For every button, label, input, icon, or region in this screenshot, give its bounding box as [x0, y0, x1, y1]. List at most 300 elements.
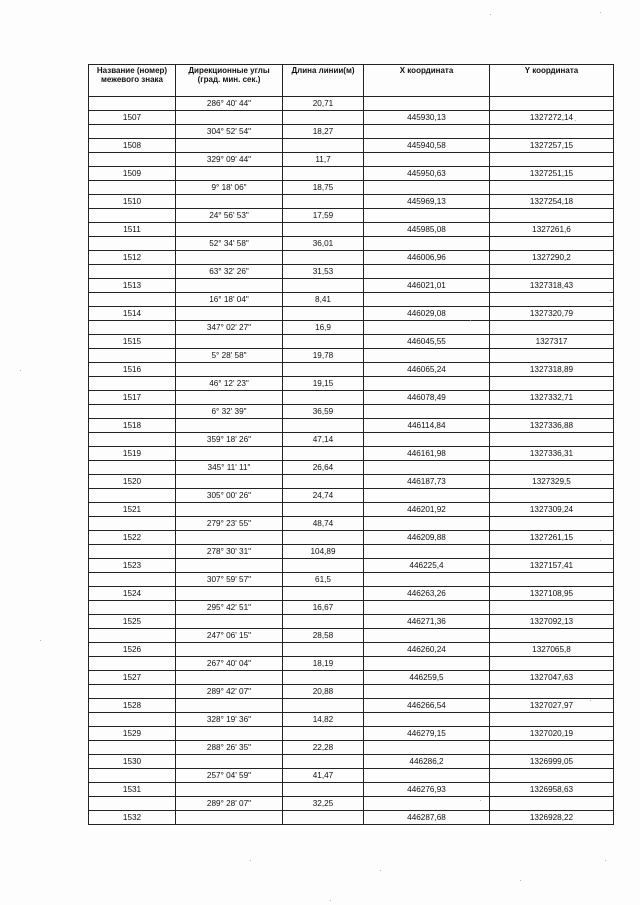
empty-cell — [283, 447, 364, 461]
empty-cell — [176, 139, 283, 153]
empty-cell — [89, 265, 176, 279]
empty-cell — [490, 741, 614, 755]
point-number: 1524 — [89, 587, 176, 601]
scan-speck — [605, 860, 606, 861]
empty-cell — [490, 713, 614, 727]
empty-cell — [176, 363, 283, 377]
y-coordinate: 1326958,63 — [490, 783, 614, 797]
x-coordinate: 446201,92 — [364, 503, 490, 517]
point-row — [89, 223, 614, 237]
x-coordinate: 446276,93 — [364, 783, 490, 797]
segment-row — [89, 685, 614, 699]
empty-cell — [364, 125, 490, 139]
segment-row — [89, 153, 614, 167]
empty-cell — [176, 335, 283, 349]
point-number: 1522 — [89, 531, 176, 545]
x-coordinate: 446187,73 — [364, 475, 490, 489]
empty-cell — [490, 797, 614, 811]
empty-cell — [283, 111, 364, 125]
empty-cell — [490, 153, 614, 167]
segment-row — [89, 265, 614, 279]
point-row — [89, 755, 614, 769]
empty-cell — [176, 531, 283, 545]
empty-cell — [283, 307, 364, 321]
segment-length: 32,25 — [283, 797, 364, 811]
y-coordinate: 1327027,97 — [490, 699, 614, 713]
y-coordinate: 1327261,15 — [490, 531, 614, 545]
segment-angle: 295° 42' 51" — [176, 601, 283, 615]
segment-row — [89, 797, 614, 811]
point-number: 1527 — [89, 671, 176, 685]
point-row — [89, 111, 614, 125]
segment-length: 20,71 — [283, 97, 364, 111]
point-row — [89, 279, 614, 293]
segment-length: 18,27 — [283, 125, 364, 139]
point-number: 1508 — [89, 139, 176, 153]
point-row — [89, 699, 614, 713]
segment-angle: 278° 30' 31" — [176, 545, 283, 559]
empty-cell — [176, 671, 283, 685]
point-number: 1520 — [89, 475, 176, 489]
empty-cell — [176, 167, 283, 181]
empty-cell — [89, 181, 176, 195]
empty-cell — [176, 111, 283, 125]
point-row — [89, 475, 614, 489]
empty-cell — [283, 475, 364, 489]
empty-cell — [283, 727, 364, 741]
empty-cell — [283, 671, 364, 685]
segment-angle: 279° 23' 55" — [176, 517, 283, 531]
empty-cell — [89, 517, 176, 531]
segment-length: 47,14 — [283, 433, 364, 447]
table-body — [89, 97, 614, 825]
empty-cell — [89, 657, 176, 671]
segment-row — [89, 209, 614, 223]
empty-cell — [89, 237, 176, 251]
y-coordinate: 1327108,95 — [490, 587, 614, 601]
segment-angle: 304° 52' 54" — [176, 125, 283, 139]
empty-cell — [490, 97, 614, 111]
y-coordinate: 1327336,31 — [490, 447, 614, 461]
y-coordinate: 1327318,89 — [490, 363, 614, 377]
segment-angle: 5° 28' 58" — [176, 349, 283, 363]
y-coordinate: 1327254,18 — [490, 195, 614, 209]
segment-angle: 9° 18' 06" — [176, 181, 283, 195]
empty-cell — [364, 349, 490, 363]
empty-cell — [89, 293, 176, 307]
x-coordinate: 446279,15 — [364, 727, 490, 741]
scan-speck — [40, 640, 41, 641]
x-coordinate: 446266,54 — [364, 699, 490, 713]
x-coordinate: 446225,4 — [364, 559, 490, 573]
point-number: 1518 — [89, 419, 176, 433]
segment-row — [89, 629, 614, 643]
segment-row — [89, 489, 614, 503]
scan-speck — [480, 800, 481, 801]
empty-cell — [490, 349, 614, 363]
point-number: 1516 — [89, 363, 176, 377]
segment-angle: 247° 06' 15" — [176, 629, 283, 643]
point-row — [89, 643, 614, 657]
header-name: Название (номер) межевого знака — [89, 65, 176, 97]
segment-angle: 52° 34' 58" — [176, 237, 283, 251]
empty-cell — [490, 293, 614, 307]
segment-row — [89, 461, 614, 475]
segment-row — [89, 657, 614, 671]
empty-cell — [89, 153, 176, 167]
segment-row — [89, 321, 614, 335]
empty-cell — [176, 419, 283, 433]
empty-cell — [490, 489, 614, 503]
point-number: 1528 — [89, 699, 176, 713]
empty-cell — [283, 531, 364, 545]
y-coordinate: 1327261,6 — [490, 223, 614, 237]
segment-angle: 329° 09' 44" — [176, 153, 283, 167]
point-row — [89, 503, 614, 517]
empty-cell — [89, 209, 176, 223]
segment-row — [89, 237, 614, 251]
segment-row — [89, 405, 614, 419]
y-coordinate: 1327317 — [490, 335, 614, 349]
segment-angle: 16° 18' 04" — [176, 293, 283, 307]
empty-cell — [364, 321, 490, 335]
header-y: Y координата — [490, 65, 614, 97]
segment-length: 17,59 — [283, 209, 364, 223]
segment-length: 28,58 — [283, 629, 364, 643]
empty-cell — [283, 167, 364, 181]
empty-cell — [176, 195, 283, 209]
segment-row — [89, 349, 614, 363]
y-coordinate: 1326999,05 — [490, 755, 614, 769]
empty-cell — [490, 209, 614, 223]
segment-row — [89, 601, 614, 615]
empty-cell — [490, 321, 614, 335]
empty-cell — [89, 573, 176, 587]
empty-cell — [283, 503, 364, 517]
empty-cell — [89, 741, 176, 755]
y-coordinate: 1327157,41 — [490, 559, 614, 573]
y-coordinate: 1326928,22 — [490, 811, 614, 825]
x-coordinate: 446006,96 — [364, 251, 490, 265]
x-coordinate: 446271,36 — [364, 615, 490, 629]
empty-cell — [364, 517, 490, 531]
point-row — [89, 587, 614, 601]
empty-cell — [490, 433, 614, 447]
empty-cell — [89, 545, 176, 559]
header-x: X координата — [364, 65, 490, 97]
empty-cell — [89, 629, 176, 643]
segment-row — [89, 545, 614, 559]
empty-cell — [490, 237, 614, 251]
empty-cell — [364, 741, 490, 755]
empty-cell — [283, 615, 364, 629]
empty-cell — [283, 391, 364, 405]
empty-cell — [490, 405, 614, 419]
empty-cell — [364, 181, 490, 195]
segment-row — [89, 293, 614, 307]
empty-cell — [176, 811, 283, 825]
y-coordinate: 1327047,63 — [490, 671, 614, 685]
x-coordinate: 446259,5 — [364, 671, 490, 685]
segment-angle: 24° 56' 53" — [176, 209, 283, 223]
scan-speck — [575, 120, 576, 121]
point-row — [89, 727, 614, 741]
point-number: 1517 — [89, 391, 176, 405]
empty-cell — [283, 279, 364, 293]
point-row — [89, 559, 614, 573]
point-row — [89, 783, 614, 797]
empty-cell — [490, 657, 614, 671]
x-coordinate: 446286,2 — [364, 755, 490, 769]
empty-cell — [364, 265, 490, 279]
segment-angle: 46° 12' 23" — [176, 377, 283, 391]
empty-cell — [89, 125, 176, 139]
segment-angle: 359° 18' 26" — [176, 433, 283, 447]
y-coordinate: 1327309,24 — [490, 503, 614, 517]
empty-cell — [283, 223, 364, 237]
x-coordinate: 445969,13 — [364, 195, 490, 209]
empty-cell — [490, 685, 614, 699]
empty-cell — [283, 587, 364, 601]
scan-speck — [330, 900, 331, 901]
segment-angle: 347° 02' 27" — [176, 321, 283, 335]
point-number: 1519 — [89, 447, 176, 461]
empty-cell — [176, 643, 283, 657]
empty-cell — [283, 195, 364, 209]
y-coordinate: 1327257,15 — [490, 139, 614, 153]
point-number: 1531 — [89, 783, 176, 797]
empty-cell — [490, 377, 614, 391]
point-row — [89, 419, 614, 433]
empty-cell — [176, 755, 283, 769]
y-coordinate: 1327092,13 — [490, 615, 614, 629]
segment-angle: 257° 04' 59" — [176, 769, 283, 783]
scan-speck — [20, 370, 21, 371]
point-number: 1532 — [89, 811, 176, 825]
scan-speck — [490, 14, 491, 15]
empty-cell — [89, 321, 176, 335]
segment-length: 48,74 — [283, 517, 364, 531]
y-coordinate: 1327318,43 — [490, 279, 614, 293]
segment-row — [89, 377, 614, 391]
segment-row — [89, 97, 614, 111]
segment-angle: 289° 42' 07" — [176, 685, 283, 699]
x-coordinate: 446065,24 — [364, 363, 490, 377]
empty-cell — [283, 335, 364, 349]
point-row — [89, 671, 614, 685]
empty-cell — [176, 447, 283, 461]
empty-cell — [364, 545, 490, 559]
scan-speck — [470, 320, 471, 321]
segment-length: 11,7 — [283, 153, 364, 167]
empty-cell — [364, 657, 490, 671]
x-coordinate: 445950,63 — [364, 167, 490, 181]
segment-length: 16,67 — [283, 601, 364, 615]
y-coordinate: 1327272,14 — [490, 111, 614, 125]
segment-angle: 267° 40' 04" — [176, 657, 283, 671]
empty-cell — [89, 433, 176, 447]
segment-length: 20,88 — [283, 685, 364, 699]
point-row — [89, 447, 614, 461]
empty-cell — [364, 573, 490, 587]
segment-row — [89, 573, 614, 587]
segment-angle: 328° 19' 36" — [176, 713, 283, 727]
header-row — [89, 65, 614, 97]
empty-cell — [364, 601, 490, 615]
empty-cell — [283, 559, 364, 573]
empty-cell — [176, 223, 283, 237]
segment-length: 18,75 — [283, 181, 364, 195]
segment-length: 41,47 — [283, 769, 364, 783]
empty-cell — [89, 769, 176, 783]
y-coordinate: 1327320,79 — [490, 307, 614, 321]
empty-cell — [490, 517, 614, 531]
x-coordinate: 446078,49 — [364, 391, 490, 405]
empty-cell — [364, 797, 490, 811]
point-row — [89, 167, 614, 181]
scan-speck — [250, 860, 251, 861]
boundary-coordinates-table — [88, 64, 614, 825]
empty-cell — [89, 685, 176, 699]
empty-cell — [490, 545, 614, 559]
segment-length: 18,19 — [283, 657, 364, 671]
empty-cell — [490, 181, 614, 195]
point-row — [89, 307, 614, 321]
empty-cell — [176, 251, 283, 265]
empty-cell — [364, 685, 490, 699]
empty-cell — [364, 629, 490, 643]
y-coordinate: 1327336,88 — [490, 419, 614, 433]
point-row — [89, 811, 614, 825]
empty-cell — [490, 461, 614, 475]
segment-length: 36,59 — [283, 405, 364, 419]
table-header — [89, 65, 614, 97]
point-number: 1515 — [89, 335, 176, 349]
segment-angle: 289° 28' 07" — [176, 797, 283, 811]
header-length: Длина линии(м) — [283, 65, 364, 97]
segment-length: 19,15 — [283, 377, 364, 391]
empty-cell — [283, 139, 364, 153]
segment-angle: 307° 59' 57" — [176, 573, 283, 587]
empty-cell — [283, 419, 364, 433]
scan-speck — [600, 540, 601, 541]
x-coordinate: 446045,55 — [364, 335, 490, 349]
empty-cell — [89, 489, 176, 503]
segment-row — [89, 741, 614, 755]
point-number: 1521 — [89, 503, 176, 517]
point-number: 1523 — [89, 559, 176, 573]
segment-length: 24,74 — [283, 489, 364, 503]
empty-cell — [364, 713, 490, 727]
y-coordinate: 1327065,8 — [490, 643, 614, 657]
empty-cell — [176, 307, 283, 321]
point-row — [89, 251, 614, 265]
empty-cell — [364, 405, 490, 419]
x-coordinate: 446021,01 — [364, 279, 490, 293]
segment-length: 104,89 — [283, 545, 364, 559]
empty-cell — [283, 755, 364, 769]
empty-cell — [176, 615, 283, 629]
empty-cell — [283, 363, 364, 377]
point-number: 1511 — [89, 223, 176, 237]
segment-length: 14,82 — [283, 713, 364, 727]
segment-angle: 288° 26' 35" — [176, 741, 283, 755]
empty-cell — [364, 209, 490, 223]
y-coordinate: 1327251,15 — [490, 167, 614, 181]
point-number: 1507 — [89, 111, 176, 125]
segment-length: 36,01 — [283, 237, 364, 251]
segment-row — [89, 769, 614, 783]
point-row — [89, 391, 614, 405]
empty-cell — [283, 783, 364, 797]
empty-cell — [176, 475, 283, 489]
scan-speck — [590, 700, 591, 701]
point-row — [89, 335, 614, 349]
empty-cell — [364, 461, 490, 475]
y-coordinate: 1327329,5 — [490, 475, 614, 489]
point-number: 1509 — [89, 167, 176, 181]
empty-cell — [364, 769, 490, 783]
scan-speck — [610, 300, 611, 301]
segment-angle: 305° 00' 26" — [176, 489, 283, 503]
header-angle: Дирекционные углы (град. мин. сек.) — [176, 65, 283, 97]
x-coordinate: 446209,88 — [364, 531, 490, 545]
x-coordinate: 445985,08 — [364, 223, 490, 237]
x-coordinate: 446263,26 — [364, 587, 490, 601]
x-coordinate: 446161,98 — [364, 447, 490, 461]
y-coordinate: 1327290,2 — [490, 251, 614, 265]
empty-cell — [89, 377, 176, 391]
empty-cell — [89, 461, 176, 475]
empty-cell — [176, 503, 283, 517]
point-row — [89, 615, 614, 629]
y-coordinate: 1327020,19 — [490, 727, 614, 741]
empty-cell — [89, 97, 176, 111]
empty-cell — [364, 293, 490, 307]
segment-row — [89, 517, 614, 531]
segment-length: 26,64 — [283, 461, 364, 475]
segment-length: 19,78 — [283, 349, 364, 363]
point-number: 1526 — [89, 643, 176, 657]
empty-cell — [283, 643, 364, 657]
segment-angle: 286° 40' 44" — [176, 97, 283, 111]
empty-cell — [176, 783, 283, 797]
point-number: 1529 — [89, 727, 176, 741]
empty-cell — [89, 405, 176, 419]
empty-cell — [89, 797, 176, 811]
empty-cell — [89, 601, 176, 615]
empty-cell — [490, 601, 614, 615]
segment-row — [89, 713, 614, 727]
point-number: 1525 — [89, 615, 176, 629]
empty-cell — [89, 349, 176, 363]
segment-length: 22,28 — [283, 741, 364, 755]
empty-cell — [176, 727, 283, 741]
scan-speck — [520, 880, 521, 881]
point-number: 1513 — [89, 279, 176, 293]
point-row — [89, 531, 614, 545]
empty-cell — [364, 237, 490, 251]
segment-angle: 6° 32' 39" — [176, 405, 283, 419]
segment-length: 16,9 — [283, 321, 364, 335]
empty-cell — [176, 587, 283, 601]
empty-cell — [490, 629, 614, 643]
x-coordinate: 446287,68 — [364, 811, 490, 825]
point-row — [89, 195, 614, 209]
empty-cell — [283, 811, 364, 825]
empty-cell — [364, 433, 490, 447]
empty-cell — [364, 97, 490, 111]
